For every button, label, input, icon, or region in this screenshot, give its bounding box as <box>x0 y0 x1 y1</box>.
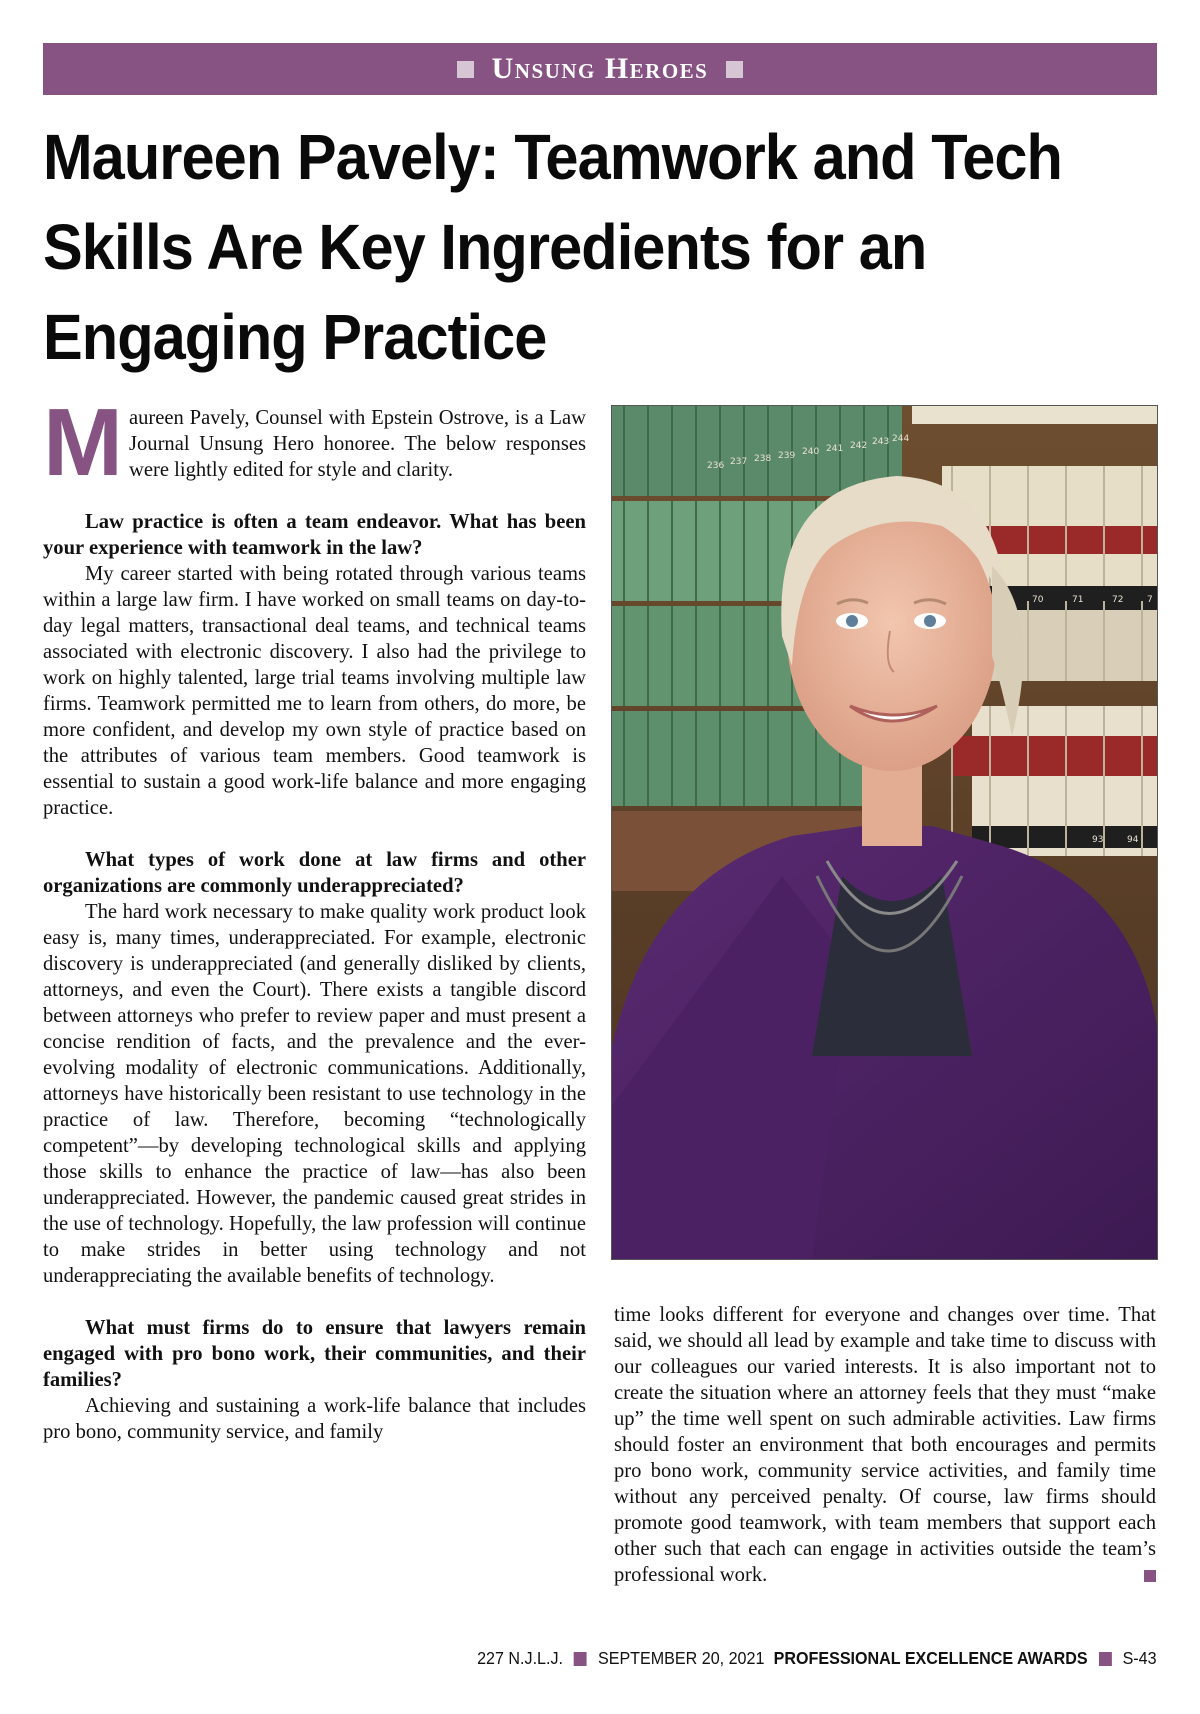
book-number: 72 <box>1112 595 1124 605</box>
question-1: Law practice is often a team endeavor. What has been your experience with teamwork in the law? <box>43 511 586 559</box>
article-column-left <box>43 389 586 1445</box>
portrait-photo <box>611 405 1158 1260</box>
headline-line: Engaging Practice <box>43 301 547 373</box>
book-number: 236 <box>707 461 725 471</box>
book-number: 70 <box>1032 595 1044 605</box>
answer-3-continued <box>614 1302 1156 1588</box>
headline-line: Skills Are Key Ingredients for an <box>43 211 927 283</box>
answer-3-start: Achieving and sustaining a work-life balance that includes pro bono, community service, and family <box>43 1395 586 1443</box>
book-number: 240 <box>802 447 820 457</box>
portrait-illustration <box>612 406 1157 1259</box>
book-number: 93 <box>1092 835 1104 845</box>
page-footer <box>478 1648 1157 1669</box>
footer-square <box>1099 1652 1112 1666</box>
answer-1: My career started with being rotated through various teams within a large law firm. I have worked on small teams on day-to-day legal matters, transactional deal teams, and technical teams associated with electronic discovery. I also had the privilege to work on highly talented, large trial teams involving multiple law firms. Teamwork permitted me to learn from others, do more, be more confident, and develop my own style of practice based on the attributes of various team members. Good teamwork is essential to sustain a good work-life balance and more engaging practice. <box>43 563 586 819</box>
footer-section: PROFESSIONAL EXCELLENCE AWARDS <box>774 1648 1089 1668</box>
intro-text: aureen Pavely, Counsel with Epstein Ostrove, is a Law Journal Unsung Hero honoree. The below responses were lightly edited for style and clarity. <box>128 407 586 481</box>
article-headline <box>43 112 1079 382</box>
banner-square-left <box>457 61 474 78</box>
footer-volume: 227 N.J.L.J. <box>477 1648 564 1668</box>
footer-page-number: S-43 <box>1122 1648 1157 1668</box>
book-number: 241 <box>826 444 844 454</box>
end-of-article-mark <box>1144 1570 1156 1582</box>
book-number: 244 <box>892 434 910 444</box>
book-number: 238 <box>754 454 772 464</box>
book-number: 237 <box>730 457 748 467</box>
book-number: 71 <box>1072 595 1084 605</box>
answer-2: The hard work necessary to make quality work product look easy is, many times, underappreciated. For example, electronic discovery is underappreciated (and generally disliked by clients, attorneys, and even the Court). There exists a tangible discord between attorneys who prefer to review paper and must present a concise rendition of facts, and the prevalence and the ever-evolving modality of electronic communications. Additionally, attorneys have historically been resistant to use technology in the practice of law. Therefore, becoming “technologically competent”—by developing technological skills and applying those skills to enhance the practice of law—has also been underappreciated. However, the pandemic caused great strides in the use of technology. Hopefully, the law profession will continue to make strides in better using technology and not underappreciating the available benefits of technology. <box>43 901 586 1287</box>
intro-paragraph <box>43 389 586 496</box>
footer-square <box>574 1652 587 1666</box>
book-number: 94 <box>1127 835 1139 845</box>
section-banner <box>43 43 1157 95</box>
headline-line: Maureen Pavely: Teamwork and Tech <box>43 121 1062 193</box>
section-label: Unsung Heroes <box>491 52 709 85</box>
drop-cap: M <box>43 389 123 496</box>
book-number: 7 <box>1147 595 1153 605</box>
answer-3-text: time looks different for everyone and changes over time. That said, we should all lead by example and take time to discuss with our colleagues our varied interests. It is also important not to create the situation where an attorney feels that they must “make up” the time well spent on such admirable activities. Law firms should foster an environment that both encourages and permits pro bono work, community service activities, and family time without any perceived penalty. Of course, law firms should promote good teamwork, with team members that support each other such that each can engage in activities outside the team’s professional work. <box>614 1304 1156 1586</box>
book-number: 239 <box>778 451 796 461</box>
article-column-right <box>614 1302 1156 1588</box>
book-number: 242 <box>850 441 868 451</box>
question-3: What must firms do to ensure that lawyers remain engaged with pro bono work, their communities, and their families? <box>43 1317 586 1391</box>
banner-square-right <box>726 61 743 78</box>
footer-date: SEPTEMBER 20, 2021 <box>598 1648 765 1668</box>
question-2: What types of work done at law firms and other organizations are commonly underappreciated? <box>43 849 586 897</box>
book-number: 243 <box>872 437 890 447</box>
